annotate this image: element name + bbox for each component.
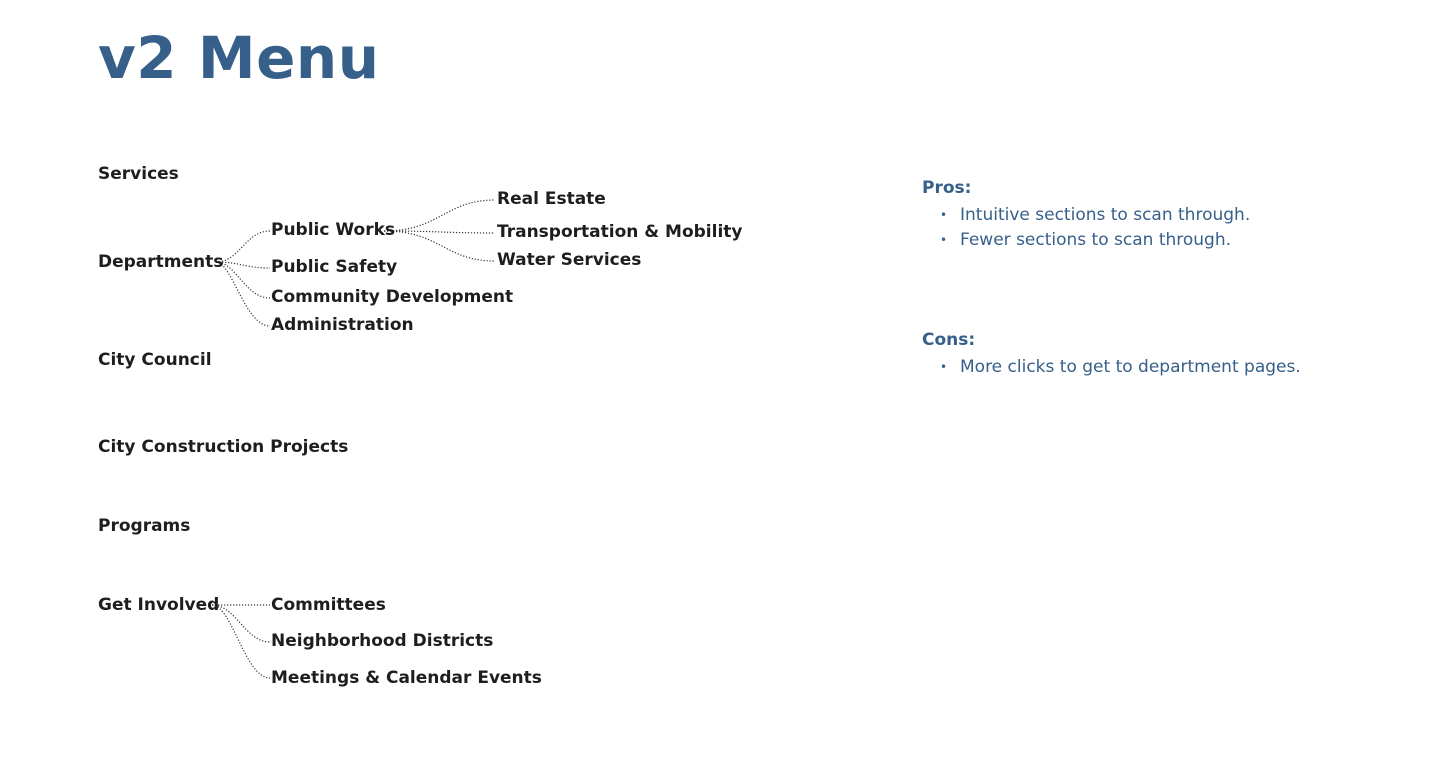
pros-item (940, 203, 1250, 228)
menu-item-get-involved[interactable]: Get Involved (98, 595, 220, 615)
connector-departments-administration (216, 262, 270, 326)
menu-item-administration[interactable]: Administration (271, 315, 414, 335)
menu-item-water-services[interactable]: Water Services (497, 250, 642, 270)
connector-public-works-transportation (384, 231, 495, 233)
connector-departments-public-works (216, 231, 270, 262)
connector-get-involved-meetings (212, 605, 270, 678)
menu-item-committees[interactable]: Committees (271, 595, 386, 615)
menu-item-programs[interactable]: Programs (98, 516, 191, 536)
menu-item-public-works[interactable]: Public Works (271, 220, 396, 240)
cons-item-text: More clicks to get to department pages. (960, 357, 1301, 377)
menu-item-real-estate[interactable]: Real Estate (497, 189, 606, 209)
menu-item-public-safety[interactable]: Public Safety (271, 257, 398, 277)
pros-item-text: Fewer sections to scan through. (960, 230, 1232, 250)
connector-public-works-real-estate (384, 200, 495, 231)
cons-heading: Cons: (922, 330, 976, 350)
cons-list (922, 355, 1301, 380)
pros-item-text: Intuitive sections to scan through. (960, 205, 1251, 225)
connector-get-involved-neighborhood-districts (212, 605, 270, 642)
cons-item (940, 355, 1301, 380)
bullet-icon: • (940, 360, 948, 374)
menu-item-community-development[interactable]: Community Development (271, 287, 514, 307)
connector-departments-public-safety (216, 262, 270, 268)
pros-list (922, 203, 1250, 253)
menu-item-services[interactable]: Services (98, 164, 179, 184)
pros-item (940, 228, 1250, 253)
bullet-icon: • (940, 233, 948, 247)
menu-item-city-construction-projects[interactable]: City Construction Projects (98, 437, 349, 457)
connector-departments-community-development (216, 262, 270, 298)
menu-item-transportation-mobility[interactable]: Transportation & Mobility (497, 222, 743, 242)
menu-item-departments[interactable]: Departments (98, 252, 224, 272)
page-title: v2 Menu (98, 24, 380, 92)
bullet-icon: • (940, 208, 948, 222)
pros-section (922, 177, 1250, 253)
pros-heading: Pros: (922, 178, 972, 198)
menu-item-neighborhood-districts[interactable]: Neighborhood Districts (271, 631, 494, 651)
menu-item-city-council[interactable]: City Council (98, 350, 212, 370)
cons-section (922, 329, 1301, 380)
menu-item-meetings-calendar-events[interactable]: Meetings & Calendar Events (271, 668, 542, 688)
connector-public-works-water-services (384, 231, 495, 261)
